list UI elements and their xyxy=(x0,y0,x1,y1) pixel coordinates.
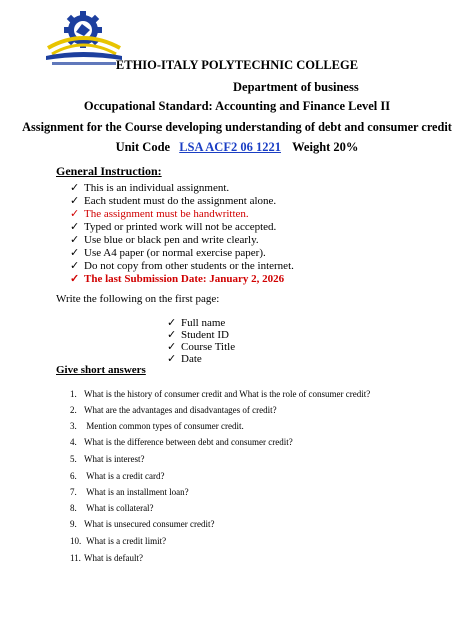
occupational-standard: Occupational Standard: Accounting and Finance Level II xyxy=(83,99,391,113)
question-item: 2. What are the advantages and disadvantages of credit? xyxy=(70,405,277,415)
check-icon: ✓ xyxy=(70,273,80,285)
question-item: 7. What is an installment loan? xyxy=(70,487,189,497)
first-page-intro: Write the following on the first page: xyxy=(56,293,220,305)
check-icon: ✓ xyxy=(70,208,80,220)
check-icon: ✓ xyxy=(70,234,80,246)
question-item: 3. Mention common types of consumer credit. xyxy=(70,421,244,431)
list-item: ✓ Date xyxy=(167,353,202,365)
check-icon: ✓ xyxy=(70,221,80,233)
list-item: ✓ Typed or printed work will not be accepted. xyxy=(70,221,277,233)
list-item: ✓ Use blue or black pen and write clearly. xyxy=(70,234,259,246)
check-icon: ✓ xyxy=(167,317,177,329)
list-item: ✓ Student ID xyxy=(167,329,229,341)
list-item: ✓ This is an individual assignment. xyxy=(70,182,230,194)
question-item: 5. What is interest? xyxy=(70,454,145,464)
check-icon: ✓ xyxy=(70,260,80,272)
general-instruction-title: General Instruction: xyxy=(56,164,162,178)
check-icon: ✓ xyxy=(167,329,177,341)
weight: Weight 20% xyxy=(292,140,359,154)
check-icon: ✓ xyxy=(70,182,80,194)
unit-code-line xyxy=(0,140,474,155)
department-title: Department of business xyxy=(233,80,359,94)
short-answers-title: Give short answers xyxy=(56,364,146,376)
question-item: 9. What is unsecured consumer credit? xyxy=(70,519,215,529)
list-item: ✓ Use A4 paper (or normal exercise paper). xyxy=(70,247,266,259)
submission-date: ✓ The last Submission Date: January 2, 2026 xyxy=(70,273,285,285)
unit-code-label: Unit Code xyxy=(115,140,171,154)
list-item: ✓ Do not copy from other students or the internet. xyxy=(70,260,294,272)
question-item: 11. What is default? xyxy=(70,553,143,563)
check-icon: ✓ xyxy=(167,341,177,353)
assignment-title: Assignment for the Course developing understanding of debt and consumer credit xyxy=(22,120,452,134)
unit-code-link[interactable]: LSA ACF2 06 1221 xyxy=(179,140,281,154)
list-item: ✓ Each student must do the assignment alone. xyxy=(70,195,277,207)
college-name: ETHIO-ITALY POLYTECHNIC COLLEGE xyxy=(115,58,359,72)
question-item: 6. What is a credit card? xyxy=(70,471,165,481)
check-icon: ✓ xyxy=(167,353,177,365)
question-item: 10. What is a credit limit? xyxy=(70,536,167,546)
question-item: 8. What is collateral? xyxy=(70,503,154,513)
check-icon: ✓ xyxy=(70,195,80,207)
list-item: ✓ Course Title xyxy=(167,341,236,353)
question-item: 4. What is the difference between debt and consumer credit? xyxy=(70,437,293,447)
check-icon: ✓ xyxy=(70,247,80,259)
list-item: ✓ Full name xyxy=(167,317,226,329)
list-item: ✓ The assignment must be handwritten. xyxy=(70,208,249,220)
question-item: 1. What is the history of consumer credit and What is the role of consumer credit? xyxy=(70,389,371,399)
